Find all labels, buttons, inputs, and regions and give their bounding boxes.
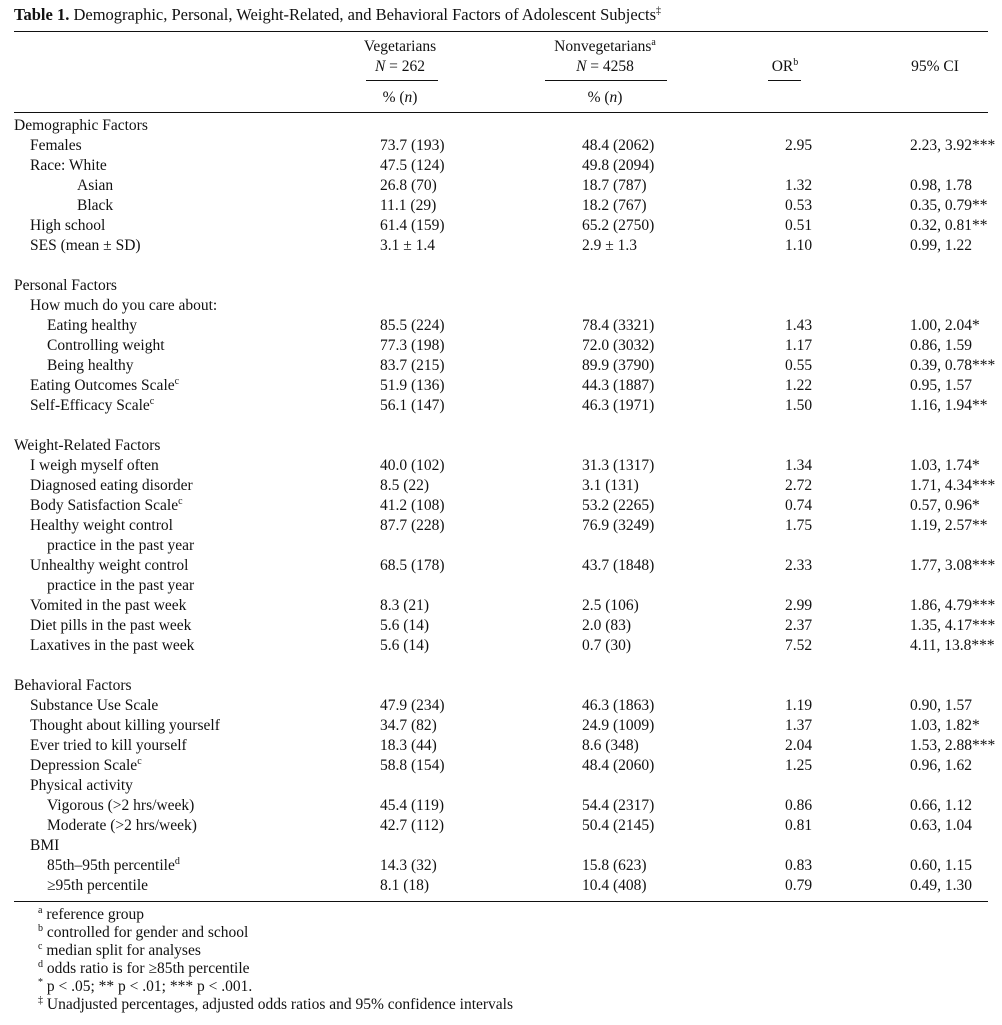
table-row (14, 296, 988, 316)
table-row (14, 196, 988, 216)
confidence-interval-value: 1.86, 4.79*** (910, 597, 996, 614)
odds-ratio-value: 1.10 (785, 237, 813, 254)
confidence-interval-value: 4.11, 13.8*** (910, 637, 995, 654)
footnote-ref: c (178, 495, 183, 507)
confidence-interval-value: 0.35, 0.79** (910, 197, 988, 214)
nonvegetarian-value: 54.4 (2317) (582, 797, 655, 814)
odds-ratio-value: 0.81 (785, 817, 813, 834)
table-row (14, 496, 988, 516)
odds-ratio-value: 1.34 (785, 457, 813, 474)
nonvegetarian-value: 46.3 (1863) (582, 697, 655, 714)
table-row (14, 776, 988, 796)
confidence-interval-value: 0.39, 0.78*** (910, 357, 996, 374)
nonvegetarian-value: 44.3 (1887) (582, 377, 655, 394)
row-label: Thought about killing yourself (30, 717, 220, 734)
odds-ratio-value: 0.55 (785, 357, 813, 374)
bottom-rule (14, 901, 988, 902)
nonvegetarian-value: 15.8 (623) (582, 857, 647, 874)
nonvegetarian-value: 8.6 (348) (582, 737, 639, 754)
footnote-mark: c (38, 940, 43, 952)
confidence-interval-value: 1.03, 1.82* (910, 717, 980, 734)
table-row (14, 556, 996, 576)
vegetarian-value: 41.2 (108) (380, 497, 445, 514)
nonvegetarian-value: 43.7 (1848) (582, 557, 655, 574)
nonvegetarian-value: 18.7 (787) (582, 177, 647, 194)
table-row (14, 856, 988, 876)
confidence-interval-value: 0.98, 1.78 (910, 177, 972, 194)
table-row (14, 316, 988, 336)
footnote-mark: d (38, 958, 43, 970)
header-nonveg-pct-n: % (n) (587, 89, 623, 106)
footnote-ref: c (174, 375, 180, 387)
footnote-text: controlled for gender and school (46, 924, 249, 941)
header-nonvegetarians: Nonvegetarians$^a$ (554, 36, 656, 55)
odds-ratio-value: 2.72 (785, 477, 813, 494)
row-label: Diagnosed eating disorder (30, 477, 193, 494)
vegetarian-value: 5.6 (14) (380, 617, 430, 634)
nonvegetarian-value: 53.2 (2265) (582, 497, 655, 514)
row-label: SES (mean ± SD) (30, 237, 141, 254)
odds-ratio-value: 0.74 (785, 497, 813, 514)
vegetarian-value: 56.1 (147) (380, 397, 445, 414)
title-footnote-mark: ‡ (656, 5, 662, 17)
table-row (14, 176, 988, 196)
row-label: Laxatives in the past week (30, 637, 195, 654)
row-label: ≥95th percentile (47, 877, 149, 894)
row-label: BMI (30, 837, 60, 854)
confidence-interval-value: 0.60, 1.15 (910, 857, 972, 874)
vegetarian-value: 58.8 (154) (380, 757, 445, 774)
table-title (14, 5, 661, 25)
nonvegetarian-value: 48.4 (2060) (582, 757, 655, 774)
table-row (14, 696, 988, 716)
header-nonvegetarians-n: N = 4258 (576, 58, 634, 75)
footnote-ref: d (174, 855, 180, 867)
vegetarian-value: 77.3 (198) (380, 337, 445, 354)
table-row (14, 676, 988, 696)
odds-ratio-value: 1.25 (785, 757, 813, 774)
confidence-interval-value: 1.35, 4.17*** (910, 617, 996, 634)
odds-ratio-value: 7.52 (785, 637, 813, 654)
vegetarian-value: 85.5 (224) (380, 317, 445, 334)
confidence-interval-value: 1.71, 4.34*** (910, 477, 996, 494)
row-label: Depression Scale$^c$ (30, 755, 142, 774)
vegetarian-value: 83.7 (215) (380, 357, 445, 374)
odds-ratio-value: 2.99 (785, 597, 813, 614)
odds-ratio-value: 1.50 (785, 397, 813, 414)
row-label: Vomited in the past week (30, 597, 187, 614)
vegetarian-value: 3.1 ± 1.4 (380, 237, 436, 254)
vegetarian-value: 47.9 (234) (380, 697, 445, 714)
vegetarian-value: 5.6 (14) (380, 637, 430, 654)
nonvegetarian-value: 46.3 (1971) (582, 397, 655, 414)
row-label: Self-Efficacy Scale$^c$ (30, 395, 155, 414)
table-number: Table 1. (14, 5, 70, 24)
nonvegetarian-value: 2.9 ± 1.3 (582, 237, 638, 254)
table-row (14, 276, 988, 296)
table-row (14, 816, 988, 836)
footnote-ref: c (149, 395, 155, 407)
row-label: Ever tried to kill yourself (30, 737, 187, 754)
footnote-text: median split for analyses (46, 942, 201, 959)
confidence-interval-value: 0.57, 0.96* (910, 497, 980, 514)
odds-ratio-value: 2.37 (785, 617, 813, 634)
header-rule (14, 112, 988, 113)
nonvegetarian-value: 24.9 (1009) (582, 717, 655, 734)
row-label: Controlling weight (47, 337, 165, 354)
odds-ratio-value: 0.51 (785, 217, 813, 234)
header-vegetarians-n: N = 262 (374, 58, 426, 75)
row-label: Black (77, 197, 114, 214)
odds-ratio-value: 1.43 (785, 317, 813, 334)
row-label: Substance Use Scale (30, 697, 159, 714)
odds-ratio-value: 2.33 (785, 557, 813, 574)
confidence-interval-value: 0.99, 1.22 (910, 237, 972, 254)
nonvegetarian-value: 18.2 (767) (582, 197, 647, 214)
vegetarian-value: 51.9 (136) (380, 377, 445, 394)
nonvegetarian-value: 2.0 (83) (582, 617, 632, 634)
table-caption: Demographic, Personal, Weight-Related, and Behavioral Factors of Adolescent Subjects (73, 5, 657, 24)
nonvegetarian-value: 31.3 (1317) (582, 457, 655, 474)
row-label: Race: White (30, 157, 107, 174)
row-label: Diet pills in the past week (30, 617, 192, 634)
vegetarian-value: 8.1 (18) (380, 877, 430, 894)
header-ci: 95% CI (911, 58, 959, 75)
vegetarian-value: 8.3 (21) (380, 597, 430, 614)
table-row (14, 376, 988, 396)
footnote-mark: ‡ (38, 994, 43, 1006)
table-row (14, 716, 988, 736)
footnote-text: p < .05; ** p < .01; *** p < .001. (46, 978, 253, 995)
odds-ratio-value: 0.86 (785, 797, 813, 814)
footnote (38, 942, 201, 960)
vegetarian-value: 47.5 (124) (380, 157, 445, 174)
row-label: Physical activity (30, 777, 133, 794)
confidence-interval-value: 0.86, 1.59 (910, 337, 972, 354)
row-label: Healthy weight control (30, 517, 173, 534)
odds-ratio-value: 1.37 (785, 717, 813, 734)
row-label: 85th–95th percentile$^d$ (47, 855, 180, 874)
footnote-text: reference group (46, 906, 144, 923)
vegetarian-value: 14.3 (32) (380, 857, 437, 874)
row-label: Females (30, 137, 82, 154)
vegetarian-value: 61.4 (159) (380, 217, 445, 234)
vegetarian-value: 87.7 (228) (380, 517, 445, 534)
table-row (14, 536, 988, 556)
footnote-text: Unadjusted percentages, adjusted odds ratios and 95% confidence intervals (46, 996, 514, 1013)
spacer-row (14, 416, 988, 436)
top-rule (14, 31, 988, 32)
table-row (14, 456, 988, 476)
nonvegetarian-value: 78.4 (3321) (582, 317, 655, 334)
row-label: Asian (77, 177, 114, 194)
confidence-interval-value: 1.19, 2.57** (910, 517, 988, 534)
nonvegetarian-value: 3.1 (131) (582, 477, 639, 494)
header-nonvegetarians-underline (545, 80, 667, 81)
row-label: I weigh myself often (30, 457, 159, 474)
table-row (14, 576, 988, 596)
table-row (14, 116, 988, 136)
vegetarian-value: 11.1 (29) (380, 197, 437, 214)
header-or: $OR^b$ (771, 56, 799, 75)
nonvegetarian-value: 65.2 (2750) (582, 217, 655, 234)
nonvegetarian-value: 76.9 (3249) (582, 517, 655, 534)
header-veg-pct-n: % (n) (382, 89, 418, 106)
table-row (14, 436, 988, 456)
odds-ratio-value: 1.19 (785, 697, 813, 714)
footnote-ref: c (137, 755, 142, 767)
footnote (38, 996, 513, 1014)
row-label: Moderate (>2 hrs/week) (47, 817, 197, 834)
confidence-interval-value: 1.03, 1.74* (910, 457, 980, 474)
nonvegetarian-value: 89.9 (3790) (582, 357, 655, 374)
table-row (14, 216, 988, 236)
row-label: How much do you care about: (30, 297, 218, 314)
row-label: Being healthy (47, 357, 134, 374)
odds-ratio-value: 0.79 (785, 877, 813, 894)
table-row (14, 756, 988, 776)
nonvegetarian-value: 50.4 (2145) (582, 817, 655, 834)
confidence-interval-value: 0.63, 1.04 (910, 817, 972, 834)
section-heading: Weight-Related Factors (14, 437, 161, 454)
footnote (38, 960, 250, 978)
nonvegetarian-value: 2.5 (106) (582, 597, 639, 614)
odds-ratio-value: 0.83 (785, 857, 813, 874)
odds-ratio-value: 1.22 (785, 377, 813, 394)
table-row (14, 596, 996, 616)
odds-ratio-value: 2.04 (785, 737, 813, 754)
table-row (14, 636, 995, 656)
odds-ratio-value: 2.95 (785, 137, 813, 154)
footnote-mark: b (38, 922, 43, 934)
footnote (38, 978, 252, 996)
odds-ratio-value: 1.32 (785, 177, 813, 194)
spacer-row (14, 256, 988, 276)
table-row (14, 796, 988, 816)
vegetarian-value: 26.8 (70) (380, 177, 437, 194)
nonvegetarian-value: 72.0 (3032) (582, 337, 655, 354)
footnote-mark: * (38, 976, 43, 988)
vegetarian-value: 45.4 (119) (380, 797, 444, 814)
table-row (14, 136, 996, 156)
spacer-row (14, 656, 988, 676)
section-heading: Demographic Factors (14, 117, 148, 134)
table-row (14, 736, 996, 756)
row-label: Vigorous (>2 hrs/week) (47, 797, 195, 814)
header-or-underline (768, 80, 801, 81)
row-label: Eating Outcomes Scale$^c$ (30, 375, 180, 394)
table-row (14, 236, 988, 256)
confidence-interval-value: 1.16, 1.94** (910, 397, 988, 414)
confidence-interval-value: 0.32, 0.81** (910, 217, 988, 234)
confidence-interval-value: 0.66, 1.12 (910, 797, 972, 814)
odds-ratio-value: 1.75 (785, 517, 813, 534)
table-row (14, 336, 988, 356)
confidence-interval-value: 0.49, 1.30 (910, 877, 972, 894)
vegetarian-value: 42.7 (112) (380, 817, 444, 834)
footnote (38, 924, 248, 942)
row-label: Unhealthy weight control (30, 557, 189, 574)
vegetarian-value: 68.5 (178) (380, 557, 445, 574)
footnote-text: odds ratio is for ≥85th percentile (46, 960, 250, 977)
nonvegetarian-value: 48.4 (2062) (582, 137, 655, 154)
table-row (14, 396, 988, 416)
confidence-interval-value: 0.95, 1.57 (910, 377, 972, 394)
row-label: practice in the past year (47, 577, 195, 594)
confidence-interval-value: 1.53, 2.88*** (910, 737, 996, 754)
section-heading: Behavioral Factors (14, 677, 132, 694)
row-label: High school (30, 217, 106, 234)
vegetarian-value: 18.3 (44) (380, 737, 437, 754)
table-row (14, 476, 996, 496)
footnote-mark: a (38, 904, 43, 916)
table-row (14, 156, 988, 176)
vegetarian-value: 40.0 (102) (380, 457, 445, 474)
confidence-interval-value: 0.90, 1.57 (910, 697, 972, 714)
header-vegetarians-underline (366, 80, 438, 81)
row-label: Eating healthy (47, 317, 137, 334)
confidence-interval-value: 0.96, 1.62 (910, 757, 972, 774)
section-heading: Personal Factors (14, 277, 117, 294)
vegetarian-value: 8.5 (22) (380, 477, 430, 494)
header-vegetarians: Vegetarians (363, 38, 437, 55)
row-label: practice in the past year (47, 537, 195, 554)
row-label: Body Satisfaction Scale$^c$ (30, 495, 183, 514)
nonvegetarian-value: 10.4 (408) (582, 877, 647, 894)
footnote (38, 906, 144, 924)
confidence-interval-value: 2.23, 3.92*** (910, 137, 996, 154)
table-row (14, 356, 996, 376)
nonvegetarian-value: 0.7 (30) (582, 637, 632, 654)
confidence-interval-value: 1.00, 2.04* (910, 317, 980, 334)
vegetarian-value: 34.7 (82) (380, 717, 437, 734)
confidence-interval-value: 1.77, 3.08*** (910, 557, 996, 574)
table-row (14, 876, 988, 896)
nonvegetarian-value: 49.8 (2094) (582, 157, 655, 174)
odds-ratio-value: 0.53 (785, 197, 813, 214)
table-row (14, 516, 988, 536)
vegetarian-value: 73.7 (193) (380, 137, 445, 154)
table-row (14, 836, 988, 856)
odds-ratio-value: 1.17 (785, 337, 813, 354)
table-row (14, 616, 996, 636)
